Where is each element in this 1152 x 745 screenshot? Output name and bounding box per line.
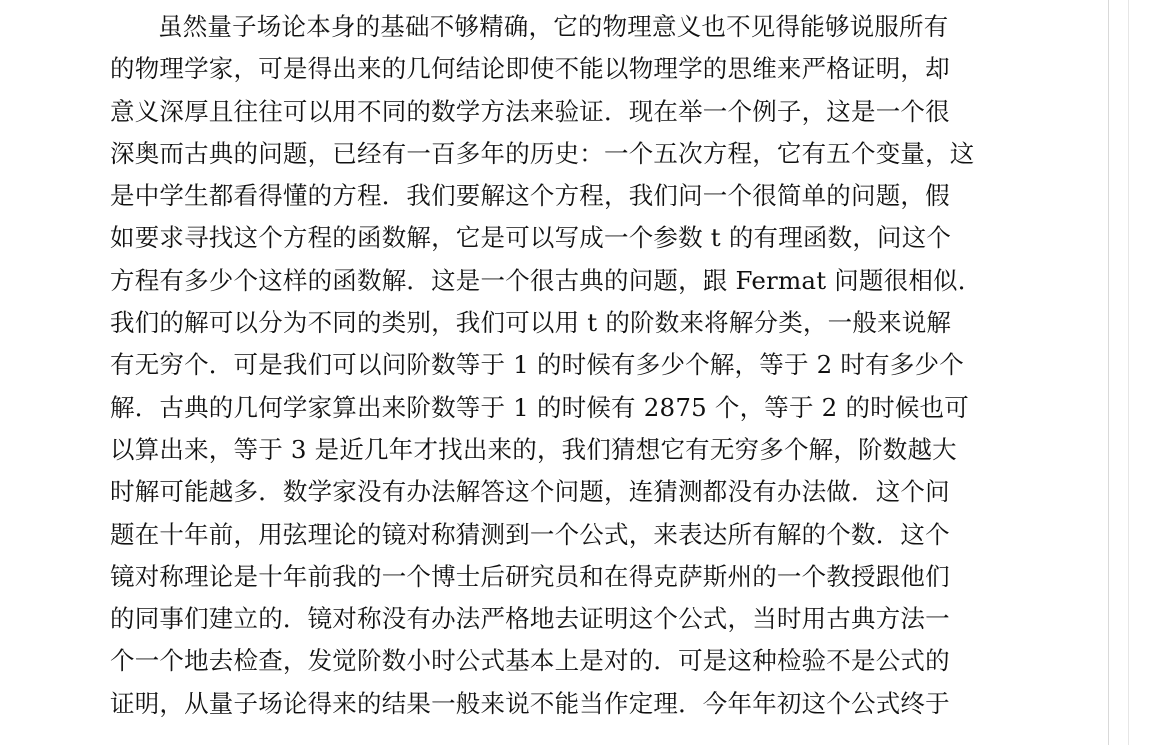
text-line-13: 题在十年前，用弦理论的镜对称猜测到一个公式，来表达所有解的个数．这个 [110,519,950,549]
text-line-2: 的物理学家，可是得出来的几何结论即使不能以物理学的思维来严格证明，却 [110,54,950,84]
text-line-1: 虽然量子场论本身的基础不够精确，它的物理意义也不见得能够说服所有 [158,12,949,41]
text-line-14: 镜对称理论是十年前我的一个博士后研究员和在得克萨斯州的一个教授跟他们 [110,561,950,591]
page-edge-divider-secondary [1128,0,1129,745]
text-line-6: 如要求寻找这个方程的函数解，它是可以写成一个参数 t 的有理函数，问这个 [110,223,952,253]
text-line-7: 方程有多少个这样的函数解．这是一个很古典的问题，跟 Fermat 问题很相似． [110,265,983,295]
text-line-16: 个一个地去检查，发觉阶数小时公式基本上是对的．可是这种检验不是公式的 [110,646,950,676]
text-line-15: 的同事们建立的．镜对称没有办法严格地去证明这个公式，当时用古典方法一 [110,604,950,634]
body-paragraph [110,6,990,725]
text-line-4: 深奥而古典的问题，已经有一百多年的历史：一个五次方程，它有五个变量，这 [110,138,975,168]
text-line-9: 有无穷个．可是我们可以问阶数等于 1 的时候有多少个解，等于 2 时有多少个 [110,350,964,380]
text-line-17: 证明，从量子场论得来的结果一般来说不能当作定理．今年年初这个公式终于 [110,688,950,718]
text-line-12: 时解可能越多．数学家没有办法解答这个问题，连猜测都没有办法做．这个问 [110,477,950,507]
text-line-11: 以算出来，等于 3 是近几年才找出来的，我们猜想它有无穷多个解，阶数越大 [110,434,957,464]
page-edge-divider [1108,0,1109,745]
text-line-5: 是中学生都看得懂的方程．我们要解这个方程，我们问一个很简单的问题，假 [110,181,950,211]
text-line-8: 我们的解可以分为不同的类别，我们可以用 t 的阶数来将解分类，一般来说解 [110,308,952,338]
text-line-10: 解．古典的几何学家算出来阶数等于 1 的时候有 2875 个，等于 2 的时候也可 [110,392,969,422]
text-line-3: 意义深厚且往往可以用不同的数学方法来验证．现在举一个例子，这是一个很 [110,96,950,126]
